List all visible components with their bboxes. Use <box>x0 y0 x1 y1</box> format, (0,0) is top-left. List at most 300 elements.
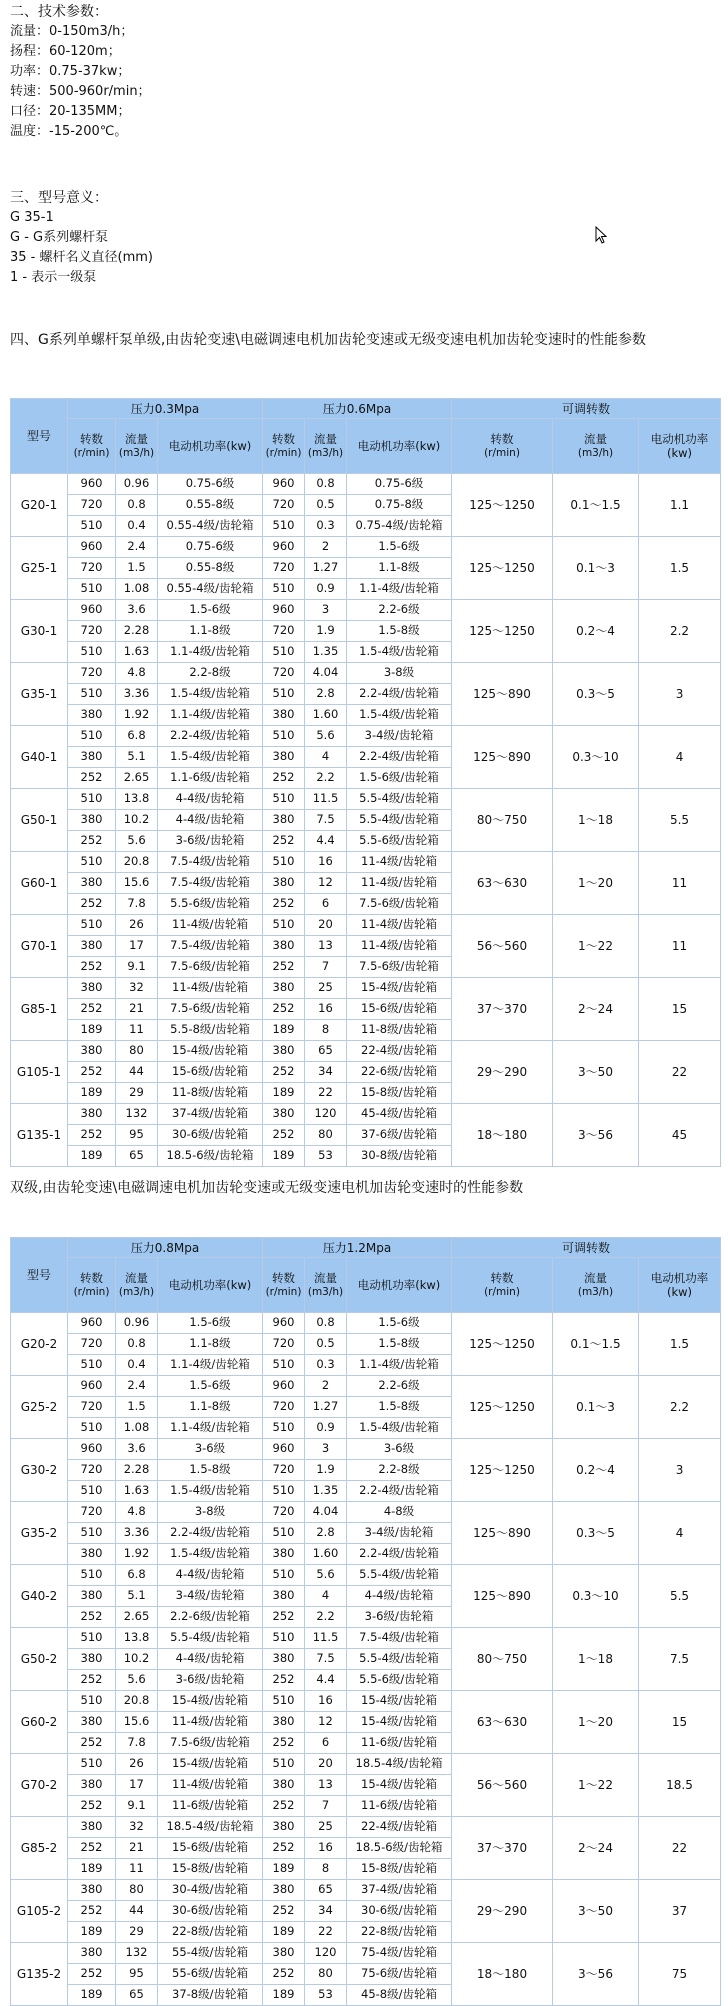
spec-speed: 转速：500-960r/min； <box>10 84 151 99</box>
adjustable-speed-cell: 80～750 <box>452 1628 553 1691</box>
data-cell: 5.5-6级/齿轮箱 <box>158 894 263 915</box>
data-cell: 1.5 <box>116 1397 158 1418</box>
data-cell: 3 <box>305 600 347 621</box>
data-cell: 252 <box>68 1062 116 1083</box>
data-cell: 37-6级/齿轮箱 <box>347 1125 452 1146</box>
adjustable-flow-cell: 3～56 <box>553 1104 639 1167</box>
data-cell: 5.5-4级/齿轮箱 <box>158 1628 263 1649</box>
data-cell: 0.5 <box>305 1334 347 1355</box>
data-cell: 380 <box>263 1943 305 1964</box>
data-cell: 720 <box>263 558 305 579</box>
data-cell: 252 <box>68 1964 116 1985</box>
data-cell: 0.55-8级 <box>158 558 263 579</box>
data-cell: 510 <box>263 1691 305 1712</box>
table-row <box>11 1880 721 1901</box>
data-cell: 30-4级/齿轮箱 <box>158 1880 263 1901</box>
data-cell: 960 <box>68 1313 116 1334</box>
data-cell: 120 <box>305 1943 347 1964</box>
pressure-a-flow-header-unit: (m3/h) <box>118 447 155 459</box>
data-cell: 7 <box>305 957 347 978</box>
data-cell: 55-6级/齿轮箱 <box>158 1964 263 1985</box>
model-meaning-section <box>10 188 153 288</box>
adjustable-power-header: 电动机功率(kw) <box>639 1258 721 1313</box>
data-cell: 1.1-8级 <box>158 1334 263 1355</box>
adjustable-flow-cell: 0.3～10 <box>553 1565 639 1628</box>
data-cell: 8 <box>305 1859 347 1880</box>
adjustable-speed-cell: 18～180 <box>452 1104 553 1167</box>
data-cell: 0.8 <box>116 495 158 516</box>
adjustable-speed-cell: 125～1250 <box>452 1439 553 1502</box>
data-cell: 252 <box>263 1901 305 1922</box>
adjustable-flow-cell: 0.3～5 <box>553 1502 639 1565</box>
data-cell: 1.92 <box>116 705 158 726</box>
data-cell: 1.5-8级 <box>347 621 452 642</box>
data-cell: 0.96 <box>116 474 158 495</box>
data-cell: 16 <box>305 1691 347 1712</box>
data-cell: 15-4级/齿轮箱 <box>347 1712 452 1733</box>
table-row <box>11 537 721 558</box>
data-cell: 22-4级/齿轮箱 <box>347 1817 452 1838</box>
data-cell: 3.6 <box>116 1439 158 1460</box>
data-cell: 0.75-6级 <box>158 474 263 495</box>
adjustable-power-cell: 45 <box>639 1104 721 1167</box>
data-cell: 252 <box>68 1125 116 1146</box>
data-cell: 720 <box>263 621 305 642</box>
pressure-b-power-header: 电动机功率(kw) <box>347 419 452 474</box>
data-cell: 22 <box>305 1083 347 1104</box>
model-cell: G30-1 <box>11 600 68 663</box>
data-cell: 1.1-4级/齿轮箱 <box>158 1355 263 1376</box>
data-cell: 1.63 <box>116 642 158 663</box>
data-cell: 252 <box>263 1796 305 1817</box>
data-cell: 0.75-4级/齿轮箱 <box>347 516 452 537</box>
pressure-a-flow-header-unit: (m3/h) <box>118 1286 155 1298</box>
data-cell: 1.27 <box>305 1397 347 1418</box>
data-cell: 11-4级/齿轮箱 <box>158 915 263 936</box>
data-cell: 4-4级/齿轮箱 <box>158 1565 263 1586</box>
pressure-b-flow-header-unit: (m3/h) <box>307 447 344 459</box>
pressure-b-power-header: 电动机功率(kw) <box>347 1258 452 1313</box>
data-cell: 55-4级/齿轮箱 <box>158 1943 263 1964</box>
data-cell: 0.9 <box>305 1418 347 1439</box>
data-cell: 4 <box>305 747 347 768</box>
adjustable-flow-cell: 0.1～3 <box>553 1376 639 1439</box>
data-cell: 189 <box>68 1922 116 1943</box>
model-example: G 35-1 <box>10 210 54 225</box>
model-stage: 1 - 表示一级泵 <box>10 270 97 285</box>
data-cell: 252 <box>263 894 305 915</box>
data-cell: 960 <box>263 1439 305 1460</box>
data-cell: 0.3 <box>305 516 347 537</box>
data-cell: 1.9 <box>305 621 347 642</box>
adjustable-power-cell: 22 <box>639 1817 721 1880</box>
data-cell: 20.8 <box>116 1691 158 1712</box>
table-row <box>11 915 721 936</box>
data-cell: 252 <box>263 957 305 978</box>
data-cell: 510 <box>263 915 305 936</box>
table-row <box>11 852 721 873</box>
tech-specs-heading: 二、技术参数： <box>10 4 108 20</box>
adjustable-speed-header-unit: (r/min) <box>484 447 520 459</box>
data-cell: 1.27 <box>305 558 347 579</box>
data-cell: 510 <box>68 516 116 537</box>
table-row <box>11 1754 721 1775</box>
data-cell: 22-8级/齿轮箱 <box>347 1922 452 1943</box>
data-cell: 720 <box>263 1460 305 1481</box>
data-cell: 252 <box>263 1062 305 1083</box>
spec-temperature: 温度：-15-200℃。 <box>10 124 128 139</box>
data-cell: 30-8级/齿轮箱 <box>347 1146 452 1167</box>
data-cell: 252 <box>68 957 116 978</box>
data-cell: 960 <box>68 1376 116 1397</box>
data-cell: 37-4级/齿轮箱 <box>347 1880 452 1901</box>
table-row <box>11 1691 721 1712</box>
data-cell: 80 <box>116 1041 158 1062</box>
table-row <box>11 1041 721 1062</box>
model-cell: G85-1 <box>11 978 68 1041</box>
data-cell: 0.5 <box>305 495 347 516</box>
pressure-b-flow-header-label: 流量 <box>314 1271 337 1285</box>
single-stage-performance-table <box>10 398 721 1167</box>
data-cell: 510 <box>263 789 305 810</box>
data-cell: 65 <box>116 1985 158 2006</box>
data-cell: 0.75-6级 <box>347 474 452 495</box>
data-cell: 960 <box>263 1376 305 1397</box>
pressure-b-speed-header-label: 转数 <box>272 432 295 446</box>
adjustable-speed-header: 可调转数 <box>452 399 721 419</box>
data-cell: 2.4 <box>116 537 158 558</box>
data-cell: 2.2-6级 <box>347 1376 452 1397</box>
spec-flow: 流量：0-150m3/h； <box>10 24 134 39</box>
data-cell: 380 <box>263 810 305 831</box>
data-cell: 2.2-4级/齿轮箱 <box>347 1481 452 1502</box>
data-cell: 15-6级/齿轮箱 <box>158 1838 263 1859</box>
data-cell: 1.9 <box>305 1460 347 1481</box>
data-cell: 25 <box>305 1817 347 1838</box>
adjustable-speed-header-label: 转数 <box>490 1271 514 1285</box>
model-cell: G40-2 <box>11 1565 68 1628</box>
data-cell: 2.2 <box>305 1607 347 1628</box>
data-cell: 4 <box>305 1586 347 1607</box>
data-cell: 1.5-4级/齿轮箱 <box>158 684 263 705</box>
data-cell: 380 <box>263 978 305 999</box>
adjustable-power-cell: 1.5 <box>639 1313 721 1376</box>
data-cell: 510 <box>68 789 116 810</box>
adjustable-flow-cell: 0.1～1.5 <box>553 474 639 537</box>
model-cell: G105-2 <box>11 1880 68 1943</box>
data-cell: 252 <box>263 999 305 1020</box>
pressure-a-speed-header <box>68 419 116 474</box>
adjustable-power-cell: 2.2 <box>639 1376 721 1439</box>
data-cell: 15-4级/齿轮箱 <box>158 1754 263 1775</box>
adjustable-flow-cell: 0.3～10 <box>553 726 639 789</box>
data-cell: 252 <box>263 1733 305 1754</box>
adjustable-flow-cell: 2～24 <box>553 1817 639 1880</box>
data-cell: 252 <box>68 1733 116 1754</box>
data-cell: 10.2 <box>116 810 158 831</box>
data-cell: 960 <box>68 537 116 558</box>
data-cell: 15-6级/齿轮箱 <box>347 999 452 1020</box>
adjustable-speed-cell: 37～370 <box>452 1817 553 1880</box>
data-cell: 5.5-6级/齿轮箱 <box>347 1670 452 1691</box>
table-row <box>11 1313 721 1334</box>
table-row <box>11 726 721 747</box>
data-cell: 15-8级/齿轮箱 <box>347 1859 452 1880</box>
data-cell: 2.28 <box>116 621 158 642</box>
data-cell: 510 <box>263 579 305 600</box>
data-cell: 0.8 <box>305 1313 347 1334</box>
pressure-a-flow-header <box>116 419 158 474</box>
data-cell: 252 <box>263 1125 305 1146</box>
adjustable-speed-cell: 18～180 <box>452 1943 553 2006</box>
model-cell: G25-1 <box>11 537 68 600</box>
adjustable-speed-cell: 125～1250 <box>452 537 553 600</box>
data-cell: 189 <box>263 1985 305 2006</box>
data-cell: 0.8 <box>305 474 347 495</box>
pressure-a-speed-header-unit: (r/min) <box>73 447 110 459</box>
data-cell: 20.8 <box>116 852 158 873</box>
adjustable-speed-cell: 125～890 <box>452 726 553 789</box>
adjustable-speed-cell: 125～1250 <box>452 1376 553 1439</box>
adjustable-power-cell: 1.5 <box>639 537 721 600</box>
data-cell: 44 <box>116 1062 158 1083</box>
data-cell: 189 <box>263 1020 305 1041</box>
data-cell: 1.92 <box>116 1544 158 1565</box>
data-cell: 510 <box>68 852 116 873</box>
table-row <box>11 474 721 495</box>
data-cell: 720 <box>263 495 305 516</box>
data-cell: 30-6级/齿轮箱 <box>347 1901 452 1922</box>
adjustable-flow-cell: 2～24 <box>553 978 639 1041</box>
data-cell: 4-8级 <box>347 1502 452 1523</box>
model-cell: G135-2 <box>11 1943 68 2006</box>
data-cell: 37-8级/齿轮箱 <box>158 1985 263 2006</box>
data-cell: 4.8 <box>116 663 158 684</box>
data-cell: 1.08 <box>116 579 158 600</box>
tech-specs-section <box>10 2 151 142</box>
data-cell: 18.5-4级/齿轮箱 <box>347 1754 452 1775</box>
data-cell: 11-4级/齿轮箱 <box>347 852 452 873</box>
adjustable-flow-cell: 0.2～4 <box>553 600 639 663</box>
data-cell: 380 <box>68 978 116 999</box>
adjustable-speed-cell: 63～630 <box>452 1691 553 1754</box>
adjustable-speed-header <box>452 1258 553 1313</box>
data-cell: 252 <box>263 1607 305 1628</box>
data-cell: 5.6 <box>305 726 347 747</box>
data-cell: 29 <box>116 1083 158 1104</box>
pressure-b-flow-header-unit: (m3/h) <box>307 1286 344 1298</box>
pressure-a-speed-header <box>68 1258 116 1313</box>
data-cell: 189 <box>263 1859 305 1880</box>
data-cell: 11-4级/齿轮箱 <box>347 915 452 936</box>
data-cell: 1.08 <box>116 1418 158 1439</box>
pressure-b-speed-header-unit: (r/min) <box>265 1286 302 1298</box>
data-cell: 15-4级/齿轮箱 <box>347 978 452 999</box>
data-cell: 189 <box>263 1146 305 1167</box>
data-cell: 15-4级/齿轮箱 <box>158 1691 263 1712</box>
data-cell: 380 <box>263 1712 305 1733</box>
data-cell: 960 <box>263 1313 305 1334</box>
data-cell: 1.60 <box>305 705 347 726</box>
data-cell: 2.2-6级 <box>347 600 452 621</box>
data-cell: 7.5-6级/齿轮箱 <box>347 957 452 978</box>
data-cell: 720 <box>68 558 116 579</box>
data-cell: 510 <box>263 852 305 873</box>
data-cell: 510 <box>68 579 116 600</box>
data-cell: 5.6 <box>116 1670 158 1691</box>
data-cell: 1.5-4级/齿轮箱 <box>158 1481 263 1502</box>
adjustable-flow-cell: 1～20 <box>553 852 639 915</box>
data-cell: 15.6 <box>116 873 158 894</box>
adjustable-speed-cell: 125～1250 <box>452 600 553 663</box>
header-row-groups <box>11 1238 721 1258</box>
data-cell: 380 <box>68 1104 116 1125</box>
data-cell: 15-6级/齿轮箱 <box>158 1062 263 1083</box>
adjustable-power-cell: 4 <box>639 1502 721 1565</box>
data-cell: 510 <box>68 1481 116 1502</box>
data-cell: 7.5-6级/齿轮箱 <box>158 1733 263 1754</box>
data-cell: 5.5-4级/齿轮箱 <box>347 1565 452 1586</box>
data-cell: 510 <box>68 726 116 747</box>
data-cell: 380 <box>68 1041 116 1062</box>
data-cell: 510 <box>263 1418 305 1439</box>
data-cell: 0.55-4级/齿轮箱 <box>158 579 263 600</box>
data-cell: 2.2-4级/齿轮箱 <box>347 1544 452 1565</box>
data-cell: 1.63 <box>116 1481 158 1502</box>
table-row <box>11 1565 721 1586</box>
data-cell: 45-4级/齿轮箱 <box>347 1104 452 1125</box>
data-cell: 252 <box>68 1796 116 1817</box>
adjustable-speed-header: 可调转数 <box>452 1238 721 1258</box>
data-cell: 1.1-8级 <box>347 558 452 579</box>
adjustable-speed-cell: 56～560 <box>452 1754 553 1817</box>
data-cell: 380 <box>263 873 305 894</box>
data-cell: 380 <box>68 810 116 831</box>
data-cell: 80 <box>116 1880 158 1901</box>
data-cell: 6 <box>305 1733 347 1754</box>
data-cell: 5.5-8级/齿轮箱 <box>158 1020 263 1041</box>
data-cell: 15-8级/齿轮箱 <box>158 1859 263 1880</box>
data-cell: 32 <box>116 1817 158 1838</box>
data-cell: 3-6级 <box>158 1439 263 1460</box>
data-cell: 65 <box>116 1146 158 1167</box>
data-cell: 95 <box>116 1125 158 1146</box>
data-cell: 18.5-6级/齿轮箱 <box>347 1838 452 1859</box>
data-cell: 1.60 <box>305 1544 347 1565</box>
adjustable-speed-cell: 29～290 <box>452 1880 553 1943</box>
data-cell: 510 <box>263 1565 305 1586</box>
data-cell: 7.5-4级/齿轮箱 <box>158 936 263 957</box>
data-cell: 53 <box>305 1146 347 1167</box>
data-cell: 4.04 <box>305 1502 347 1523</box>
data-cell: 75-4级/齿轮箱 <box>347 1943 452 1964</box>
data-cell: 252 <box>68 894 116 915</box>
table-row <box>11 1817 721 1838</box>
model-cell: G105-1 <box>11 1041 68 1104</box>
adjustable-power-cell: 3 <box>639 1439 721 1502</box>
adjustable-flow-cell: 0.3～5 <box>553 663 639 726</box>
data-cell: 380 <box>68 1775 116 1796</box>
data-cell: 1.35 <box>305 642 347 663</box>
model-header-cell: 型号 <box>11 399 68 474</box>
data-cell: 21 <box>116 1838 158 1859</box>
table-row <box>11 1943 721 1964</box>
data-cell: 252 <box>68 1670 116 1691</box>
data-cell: 3-4级/齿轮箱 <box>347 1523 452 1544</box>
data-cell: 252 <box>263 1670 305 1691</box>
data-cell: 2.28 <box>116 1460 158 1481</box>
adjustable-flow-cell: 1～18 <box>553 1628 639 1691</box>
data-cell: 11 <box>116 1020 158 1041</box>
data-cell: 1.5-8级 <box>347 1397 452 1418</box>
model-cell: G70-2 <box>11 1754 68 1817</box>
data-cell: 1.1-4级/齿轮箱 <box>158 1418 263 1439</box>
data-cell: 0.55-4级/齿轮箱 <box>158 516 263 537</box>
data-cell: 2.8 <box>305 1523 347 1544</box>
pressure-a-speed-header-label: 转数 <box>80 1271 103 1285</box>
header-row-groups <box>11 399 721 419</box>
adjustable-flow-cell: 3～50 <box>553 1880 639 1943</box>
data-cell: 18.5-6级/齿轮箱 <box>158 1146 263 1167</box>
adjustable-power-cell: 5.5 <box>639 789 721 852</box>
data-cell: 7.8 <box>116 894 158 915</box>
data-cell: 3-6级/齿轮箱 <box>158 1670 263 1691</box>
data-cell: 7.5 <box>305 810 347 831</box>
model-series: G - G系列螺杆泵 <box>10 230 109 245</box>
pressure-b-flow-header-label: 流量 <box>314 432 337 446</box>
data-cell: 1.35 <box>305 1481 347 1502</box>
data-cell: 252 <box>68 999 116 1020</box>
adjustable-speed-cell: 63～630 <box>452 852 553 915</box>
model-cell: G60-2 <box>11 1691 68 1754</box>
data-cell: 380 <box>263 747 305 768</box>
data-cell: 510 <box>68 1628 116 1649</box>
header-row-columns <box>11 419 721 474</box>
data-cell: 2.2-4级/齿轮箱 <box>347 684 452 705</box>
data-cell: 4-4级/齿轮箱 <box>158 789 263 810</box>
data-cell: 15-8级/齿轮箱 <box>347 1083 452 1104</box>
data-cell: 65 <box>305 1041 347 1062</box>
data-cell: 9.1 <box>116 957 158 978</box>
model-cell: G30-2 <box>11 1439 68 1502</box>
pressure-b-speed-header-unit: (r/min) <box>265 447 302 459</box>
data-cell: 189 <box>263 1083 305 1104</box>
data-cell: 80 <box>305 1964 347 1985</box>
data-cell: 380 <box>263 1817 305 1838</box>
adjustable-flow-header <box>553 419 639 474</box>
data-cell: 720 <box>68 621 116 642</box>
data-cell: 960 <box>68 600 116 621</box>
data-cell: 7 <box>305 1796 347 1817</box>
data-cell: 960 <box>68 1439 116 1460</box>
model-cell: G50-1 <box>11 789 68 852</box>
data-cell: 1.5-4级/齿轮箱 <box>158 747 263 768</box>
data-cell: 7.5 <box>305 1649 347 1670</box>
data-cell: 380 <box>263 1544 305 1565</box>
pressure-b-header: 压力0.6Mpa <box>263 399 452 419</box>
data-cell: 510 <box>263 1754 305 1775</box>
data-cell: 510 <box>68 684 116 705</box>
data-cell: 380 <box>68 705 116 726</box>
adjustable-flow-cell: 0.1～1.5 <box>553 1313 639 1376</box>
model-cell: G70-1 <box>11 915 68 978</box>
data-cell: 380 <box>68 1544 116 1565</box>
data-cell: 0.75-8级 <box>347 495 452 516</box>
model-cell: G20-2 <box>11 1313 68 1376</box>
data-cell: 2.65 <box>116 768 158 789</box>
data-cell: 1.1-4级/齿轮箱 <box>158 705 263 726</box>
data-cell: 189 <box>68 1146 116 1167</box>
